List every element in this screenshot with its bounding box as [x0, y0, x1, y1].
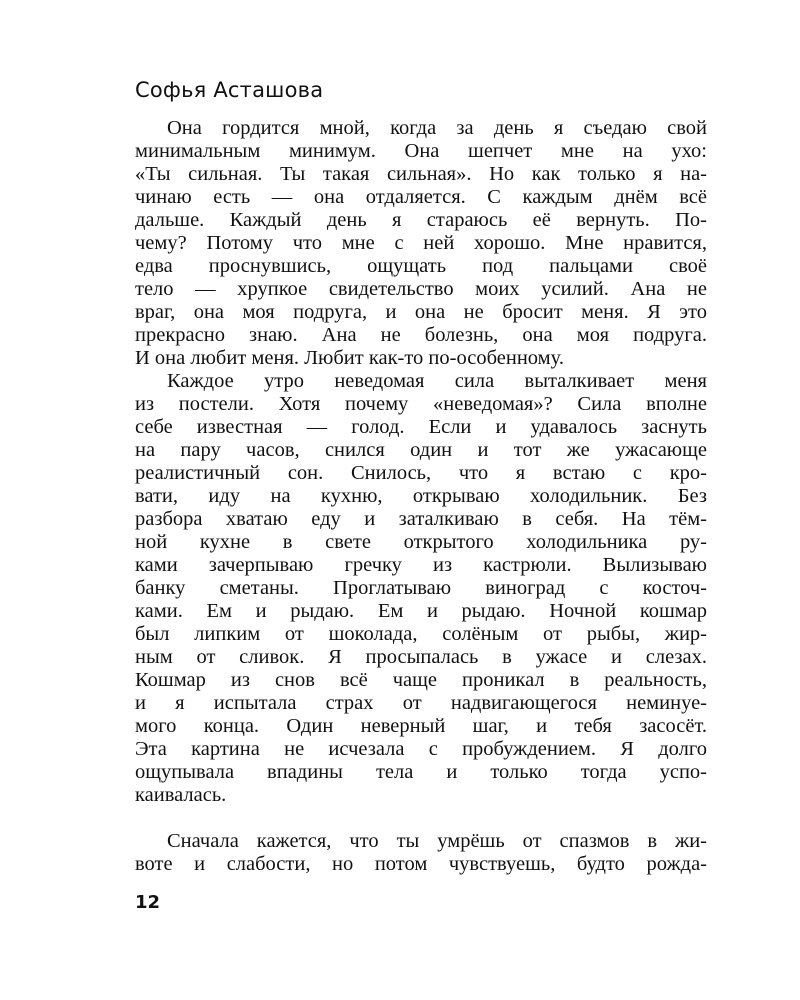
text-line: Эта картина не исчезала с пробуждением. Я долго [135, 738, 707, 760]
text-line: Сначала кажется, что ты умрёшь от спазмов в жи- [167, 830, 707, 852]
paragraph-3 [135, 830, 707, 876]
text-line: тело — хрупкое свидетельство моих усилий. Ана не [135, 278, 707, 300]
text-line: чему? Потому что мне с ней хорошо. Мне нравится, [135, 232, 707, 254]
text-line: себе известная — голод. Если и удавалось заснуть [135, 416, 707, 438]
text-line: прекрасно знаю. Ана не болезнь, она моя подруга. [135, 324, 707, 346]
text-line: дальше. Каждый день я стараюсь её вернуть. По- [135, 209, 707, 231]
text-line: ощупывала впадины тела и только тогда успо- [135, 761, 707, 783]
text-line: каивалась. [135, 784, 227, 806]
text-line: «Ты сильная. Ты такая сильная». Но как только я на- [135, 163, 707, 185]
text-line: из постели. Хотя почему «неведомая»? Сила вполне [135, 393, 707, 415]
text-line: враг, она моя подруга, и она не бросит меня. Я это [135, 301, 707, 323]
text-line: минимальным минимум. Она шепчет мне на ухо: [135, 140, 707, 162]
text-line: Она гордится мной, когда за день я съедаю свой [167, 117, 707, 139]
page-number: 12 [135, 892, 161, 913]
text-line: ным от сливок. Я просыпалась в ужасе и слезах. [135, 646, 707, 668]
text-line: на пару часов, снился один и тот же ужасающе [135, 439, 707, 461]
paragraph-2 [135, 370, 707, 807]
text-line: Каждое утро неведомая сила выталкивает меня [167, 370, 707, 392]
body-text [135, 117, 707, 876]
paragraph-gap [135, 807, 707, 830]
text-line: ками. Ем и рыдаю. Ем и рыдаю. Ночной кошмар [135, 600, 707, 622]
text-line: едва проснувшись, ощущать под пальцами своё [135, 255, 707, 277]
text-line: вати, иду на кухню, открываю холодильник. Без [135, 485, 707, 507]
text-line: И она любит меня. Любит как-то по-особенному. [135, 347, 564, 369]
text-line: мого конца. Один неверный шаг, и тебя засосёт. [135, 715, 707, 737]
text-line: банку сметаны. Проглатываю виноград с косточ- [135, 577, 707, 599]
text-line: воте и слабости, но потом чувствуешь, будто рожда- [135, 853, 707, 875]
text-line: разбора хватаю еду и заталкиваю в себя. На тём- [135, 508, 707, 530]
text-line: был липким от шоколада, солёным от рыбы, жир- [135, 623, 707, 645]
paragraph-1 [135, 117, 707, 370]
running-header-author: Софья Асташова [135, 78, 324, 102]
text-line: ками зачерпываю гречку из кастрюли. Вылизываю [135, 554, 707, 576]
text-line: ной кухне в свете открытого холодильника ру- [135, 531, 707, 553]
text-line: чинаю есть — она отдаляется. С каждым днём всё [135, 186, 707, 208]
text-line: и я испытала страх от надвигающегося неминуе- [135, 692, 707, 714]
text-line: Кошмар из снов всё чаще проникал в реальность, [135, 669, 707, 691]
text-line: реалистичный сон. Снилось, что я встаю с кро- [135, 462, 707, 484]
